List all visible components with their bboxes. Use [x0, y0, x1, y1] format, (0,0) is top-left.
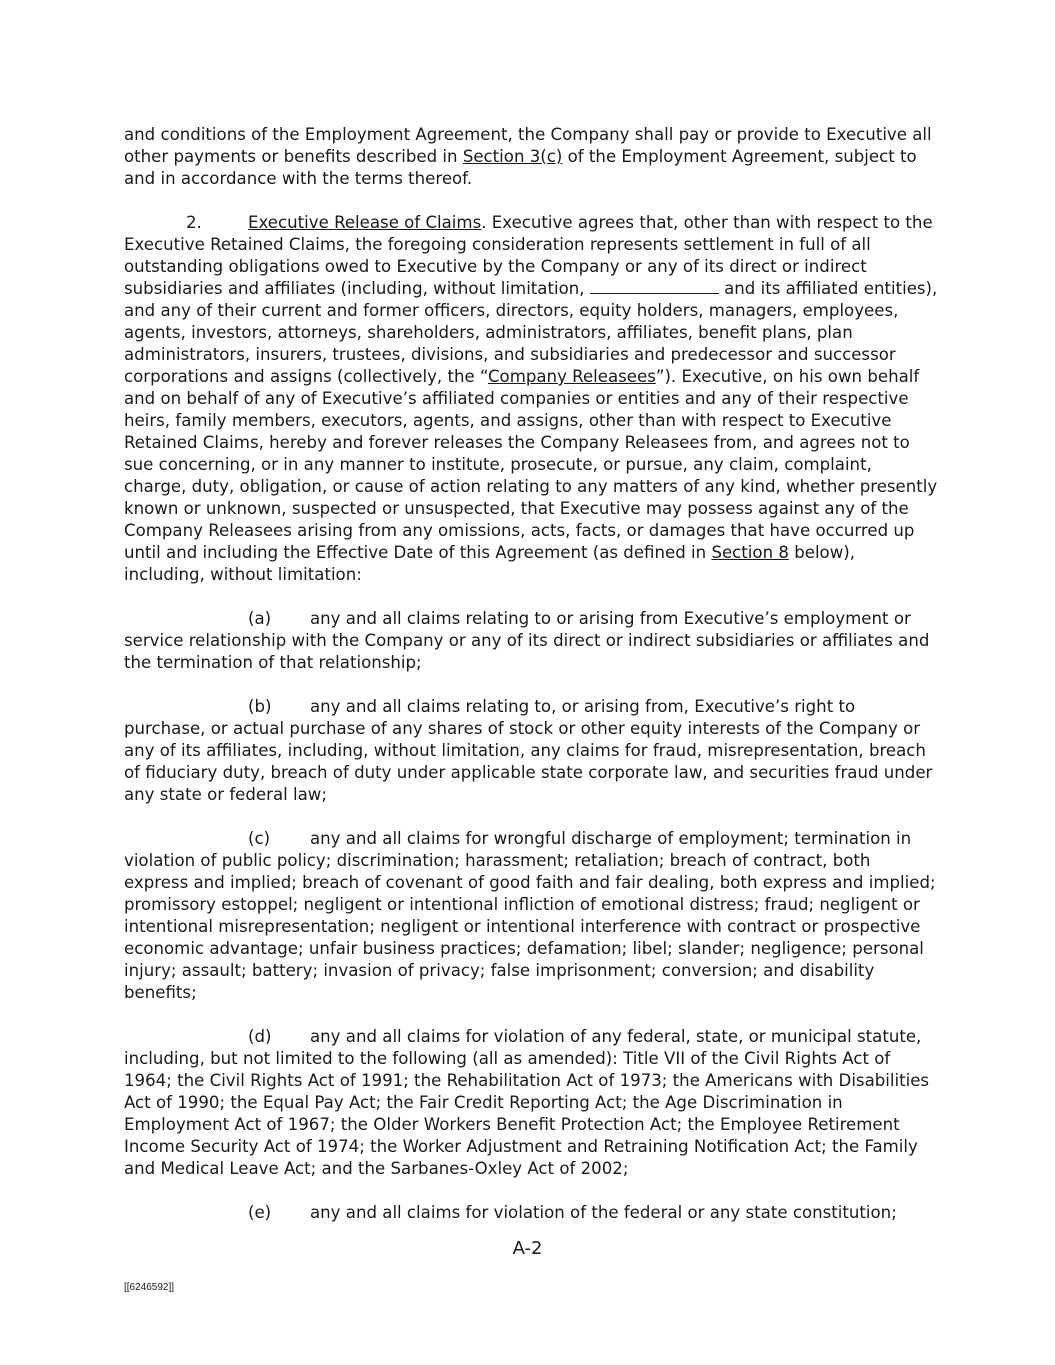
list-item-c: [124, 828, 939, 1004]
item-text: any and all claims for violation of any federal, state, or municipal statute, including, but not limited to the following (all as amended): Title VII of the Civil Rights Act of 1964; the Civil Rights Act of 1991; the Rehabilitation Act of 1973; the Americans with Disabilities Act of 1990; the Equal Pay Act; the Fair Credit Reporting Act; the Age Discrimination in Employment Act of 1967; the Older Workers Benefit Protection Act; the Employee Retirement Income Security Act of 1974; the Worker Adjustment and Retraining Notification Act; the Family and Medical Leave Act; and the Sarbanes-Oxley Act of 2002;: [124, 1027, 930, 1178]
list-item-a: [124, 608, 939, 674]
section-2-paragraph: [124, 212, 939, 586]
section-2-heading: Executive Release of Claims: [248, 213, 482, 232]
intro-text-2: of the Employment Agreement, subject to and in accordance with the terms thereof.: [124, 147, 917, 188]
intro-paragraph: [124, 124, 939, 190]
item-text: any and all claims relating to, or arising from, Executive’s right to purchase, or actual purchase of any shares of stock or other equity interests of the Company or any of its affiliates, including, without limitation, any claims for fraud, misrepresentation, breach of fiduciary duty, breach of duty under applicable state corporate law, and securities fraud under any state or federal law;: [124, 697, 933, 804]
intro-text-1: and conditions of the Employment Agreement, the Company shall pay or provide to Executive all other payments or benefits described in: [124, 125, 932, 166]
item-label: (b): [248, 697, 272, 716]
section-2-text-1: . Executive agrees that, other than with respect to the Executive Retained Claims, the foregoing consideration represents settlement in full of all outstanding obligations owed to Executive by the Company or any of its direct or indirect subsidiaries and affiliates (including, without limitation,: [124, 213, 933, 298]
section-2-number: 2.: [186, 213, 202, 232]
section-2-text-2: and its affiliated entities), and any of their current and former officers, directors, equity holders, managers, employees, agents, investors, attorneys, shareholders, administrators, affiliates, benefit plans, plan administrators, insurers, trustees, divisions, and subsidiaries and predecessor and successor corporations and assigns (collectively, the “: [124, 279, 938, 386]
list-item-e: [124, 1202, 939, 1224]
page-number: A-2: [512, 1238, 543, 1259]
blank-line: [590, 279, 719, 294]
section-8-reference: Section 8: [711, 543, 789, 562]
section-2-text-3: ”). Executive, on his own behalf and on behalf of any of Executive’s affiliated companies or entities and any of their respective heirs, family members, executors, agents, and assigns, other than with respect to Executive Retained Claims, hereby and forever releases the Company Releasees from, and agrees not to sue concerning, or in any manner to institute, prosecute, or pursue, any claim, complaint, charge, duty, obligation, or cause of action relating to any matters of any kind, whether presently known or unknown, suspected or unsuspected, that Executive may possess against any of the Company Releasees arising from any omissions, acts, facts, or damages that have occurred up until and including the Effective Date of this Agreement (as defined in: [124, 367, 938, 562]
list-item-b: [124, 696, 939, 806]
section-2-text-4: below), including, without limitation:: [124, 543, 856, 584]
item-text: any and all claims for wrongful discharge of employment; termination in violation of public policy; discrimination; harassment; retaliation; breach of contract, both express and implied; breach of covenant of good faith and fair dealing, both express and implied; promissory estoppel; negligent or intentional infliction of emotional distress; fraud; negligent or intentional misrepresentation; negligent or intentional interference with contract or prospective economic advantage; unfair business practices; defamation; libel; slander; negligence; personal injury; assault; battery; invasion of privacy; false imprisonment; conversion; and disability benefits;: [124, 829, 936, 1002]
item-label: (e): [248, 1203, 272, 1222]
item-text: any and all claims relating to or arising from Executive’s employment or service relationship with the Company or any of its direct or indirect subsidiaries or affiliates and the termination of that relationship;: [124, 609, 930, 672]
item-text: any and all claims for violation of the federal or any state constitution;: [310, 1203, 897, 1222]
document-id: [[6246592]]: [124, 1282, 175, 1293]
list-item-d: [124, 1026, 939, 1180]
item-label: (a): [248, 609, 272, 628]
section-3c-reference: Section 3(c): [462, 147, 563, 166]
document-body: [124, 124, 939, 1246]
company-releasees-term: Company Releasees: [487, 367, 656, 386]
item-label: (d): [248, 1027, 272, 1046]
item-label: (c): [248, 829, 271, 848]
